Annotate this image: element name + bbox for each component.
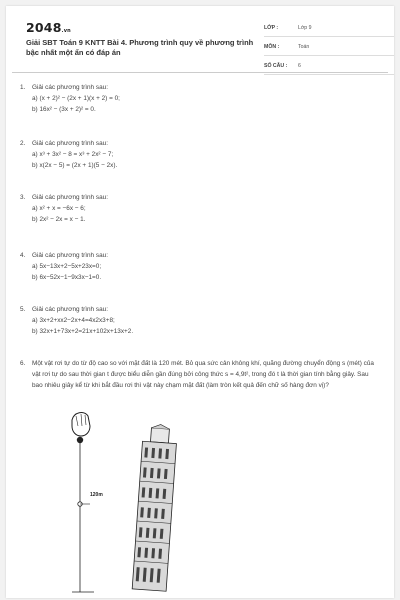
- question-prompt: Giải các phương trình sau:: [32, 252, 108, 259]
- site-logo[interactable]: [26, 20, 71, 35]
- meta-row-class: [264, 22, 394, 37]
- meta-row-subject: [264, 41, 394, 56]
- question-prompt: Giải các phương trình sau:: [32, 140, 108, 147]
- question-part: b) 2x² − 2x = x − 1.: [32, 216, 86, 223]
- header-divider: [12, 72, 388, 73]
- meta-value: Toán: [298, 44, 310, 50]
- question-part: b) x(2x − 5) = (2x + 1)(5 − 2x).: [32, 162, 118, 169]
- question-part: b) 16x² − (3x + 2)² = 0.: [32, 106, 96, 113]
- question-part: b) 6x−52x−1−9x3x−1=0.: [32, 274, 102, 281]
- question-part: a) 5x−13x+2−5x+23x=0;: [32, 263, 102, 270]
- question-part: a) x² + x = −6x − 6;: [32, 205, 86, 212]
- question-part: b) 32x+1+73x+2=21x+102x+13x+2.: [32, 328, 134, 335]
- logo-text: 2048: [26, 20, 62, 35]
- meta-key: SỐ CÂU :: [264, 63, 288, 69]
- meta-value: Lớp 9: [298, 25, 312, 31]
- logo-suffix: .vn: [61, 28, 71, 34]
- question-prompt: Giải các phương trình sau:: [32, 194, 108, 201]
- meta-key: LỚP :: [264, 25, 279, 31]
- question-part: a) x³ + 3x² − 8 = x³ + 2x² − 7;: [32, 151, 114, 158]
- question-number: 4.: [20, 252, 26, 259]
- question-number: 5.: [20, 306, 26, 313]
- question-number: 3.: [20, 194, 26, 201]
- height-label: 120m: [90, 492, 103, 498]
- meta-value: 6: [298, 63, 301, 69]
- document-meta: [264, 22, 394, 79]
- question-part: a) 3x+2+xx2−2x+4=4x2x3+8;: [32, 317, 115, 324]
- question-part: a) (x + 2)² − (2x + 1)(x + 2) = 0;: [32, 95, 120, 102]
- document-header: [16, 16, 384, 69]
- question-number: 2.: [20, 140, 26, 147]
- hand-drop-illustration: [68, 408, 94, 596]
- meta-key: MÔN :: [264, 44, 280, 50]
- document-title: Giải SBT Toán 9 KNTT Bài 4. Phương trình quy về phương trình bậc nhất một ẩn có đáp án: [26, 38, 254, 57]
- question-number: 1.: [20, 84, 26, 91]
- question-prompt: Một vật rơi tự do từ độ cao so với mặt đất là 120 mét. Bỏ qua sức cản không khí, quãng đường chuyển động s (mét) của vật rơi tự do sau thời gian t được biểu diễn gần đúng bởi công thức s = 4,9t², trong đó t là thời gian tính bằng giây. Sau bao nhiêu giây kể từ khi bắt đầu rơi thì vật này chạm mặt đất (làm tròn kết quả đến chữ số hàng đơn vị)?: [32, 360, 374, 389]
- question-prompt: Giải các phương trình sau:: [32, 306, 108, 313]
- document-page: [6, 6, 394, 598]
- free-fall-figure: [68, 408, 178, 596]
- question-number: 6.: [20, 360, 26, 367]
- leaning-tower-icon: [118, 424, 178, 592]
- question-prompt: Giải các phương trình sau:: [32, 84, 108, 91]
